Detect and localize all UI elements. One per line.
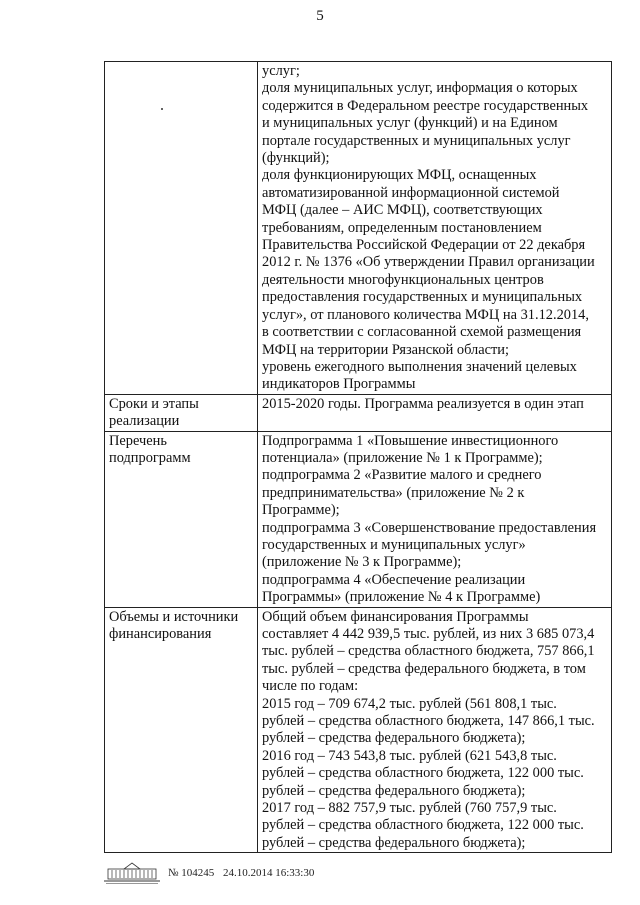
label-line: подпрограмм <box>109 449 191 466</box>
content-line: (приложение № 3 к Программе); <box>262 554 462 571</box>
content-line: Правительства Российской Федерации от 22 декабря <box>262 237 586 254</box>
building-seal-icon <box>102 861 162 885</box>
content-line: уровень ежегодного выполнения значений целевых <box>262 358 577 375</box>
content-line: тыс. рублей – средства федерального бюджета, в том <box>262 660 586 677</box>
content-line: 2012 г. № 1376 «Об утверждении Правил организации <box>262 254 595 271</box>
row-content <box>258 431 612 607</box>
row-label <box>105 62 258 395</box>
content-line: тыс. рублей – средства областного бюджета, 757 866,1 <box>262 643 595 660</box>
label-line: Перечень <box>109 432 167 449</box>
content-line: числе по годам: <box>262 678 359 695</box>
document-footer <box>102 860 320 886</box>
content-line: индикаторов Программы <box>262 376 416 393</box>
content-line: Подпрограмма 1 «Повышение инвестиционного <box>262 432 559 449</box>
table-row <box>105 394 612 431</box>
registration-stamp <box>168 867 320 879</box>
content-line: рублей – средства областного бюджета, 147 866,1 тыс. <box>262 713 595 730</box>
registration-number: № 104245 <box>168 867 215 879</box>
content-line: в соответствии с согласованной схемой размещения <box>262 324 582 341</box>
content-line: рублей – средства областного бюджета, 122 000 тыс. <box>262 765 584 782</box>
content-line: рублей – средства областного бюджета, 122 000 тыс. <box>262 817 584 834</box>
content-line: подпрограмма 2 «Развитие малого и среднего <box>262 467 542 484</box>
content-line: 2015 год – 709 674,2 тыс. рублей (561 808,1 тыс. <box>262 695 557 712</box>
content-line: 2015-2020 годы. Программа реализуется в один этап <box>262 395 584 412</box>
content-line: составляет 4 442 939,5 тыс. рублей, из них 3 685 073,4 <box>262 626 595 642</box>
content-line: 2016 год – 743 543,8 тыс. рублей (621 543,8 тыс. <box>262 747 557 764</box>
content-line: потенциала» (приложение № 1 к Программе); <box>262 449 543 466</box>
label-line: финансирования <box>109 626 212 642</box>
passport-table <box>104 61 612 853</box>
content-line: Общий объем финансирования Программы <box>262 608 529 625</box>
content-line: услуг», от планового количества МФЦ на 31.12.2014, <box>262 306 589 323</box>
row-label <box>105 607 258 853</box>
label-line: Сроки и этапы <box>109 395 199 412</box>
row-label <box>105 394 258 431</box>
content-line: Программе); <box>262 502 340 519</box>
content-line: рублей – средства федерального бюджета); <box>262 834 526 851</box>
content-line: предоставления государственных и муниципальных <box>262 289 583 306</box>
row-content <box>258 62 612 395</box>
label-line: реализации <box>109 413 180 430</box>
row-label <box>105 431 258 607</box>
content-line: 2017 год – 882 757,9 тыс. рублей (760 757,9 тыс. <box>262 800 557 817</box>
content-line: МФЦ (далее – АИС МФЦ), соответствующих <box>262 202 543 219</box>
content-line: подпрограмма 4 «Обеспечение реализации <box>262 571 526 588</box>
content-line: доля функционирующих МФЦ, оснащенных <box>262 167 537 184</box>
table-row <box>105 431 612 607</box>
table-row <box>105 62 612 395</box>
page-number: 5 <box>316 8 324 24</box>
content-line: рублей – средства федерального бюджета); <box>262 730 526 747</box>
content-line: рублей – средства федерального бюджета); <box>262 782 526 799</box>
registration-datetime: 24.10.2014 16:33:30 <box>223 867 315 879</box>
content-line: подпрограмма 3 «Совершенствование предоставления <box>262 519 597 536</box>
content-line: портале государственных и муниципальных услуг <box>262 132 571 149</box>
content-line: услуг; <box>262 63 300 79</box>
row-content <box>258 607 612 853</box>
content-line: требованиям, определенным постановлением <box>262 219 542 236</box>
content-line: доля муниципальных услуг, информация о которых <box>262 80 578 97</box>
label-line: Объемы и источники <box>109 608 239 625</box>
content-line: предпринимательства» (приложение № 2 к <box>262 484 525 501</box>
scan-speck <box>161 108 163 110</box>
content-line: содержится в Федеральном реестре государственных <box>262 97 589 114</box>
content-line: Программы» (приложение № 4 к Программе) <box>262 589 541 606</box>
row-content <box>258 394 612 431</box>
content-line: деятельности многофункциональных центров <box>262 271 544 288</box>
content-line: и муниципальных услуг (функций) и на Едином <box>262 115 558 132</box>
content-line: (функций); <box>262 150 330 167</box>
table-row <box>105 607 612 853</box>
content-line: МФЦ на территории Рязанской области; <box>262 341 510 358</box>
content-line: автоматизированной информационной системой <box>262 184 560 201</box>
content-line: государственных и муниципальных услуг» <box>262 536 526 553</box>
